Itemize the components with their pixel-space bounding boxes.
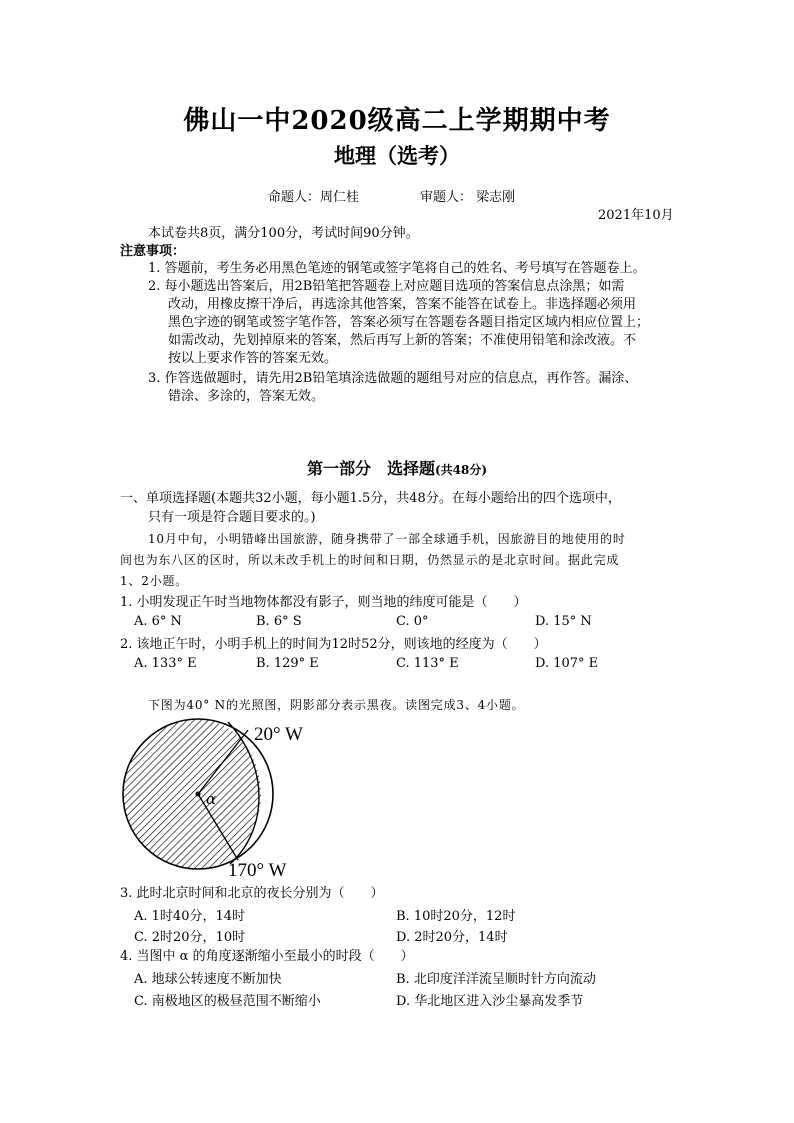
- label-20w: 20° W: [254, 724, 303, 745]
- q1-option-a: A. 6° N: [134, 614, 182, 629]
- passage-1-line: 10月中旬，小明错峰出国旅游，随身携带了一部全球通手机，因旅游目的地使用的时: [148, 532, 626, 546]
- question-4-stem: 4. 当图中 α 的角度逐渐缩小至最小的时段（ ）: [120, 949, 414, 964]
- label-170w: 170° W: [228, 860, 287, 880]
- notes-heading: 注意事项：: [120, 244, 186, 259]
- passage-2: 下图为40° N的光照图，阴影部分表示黑夜。读图完成3、4小题。: [148, 698, 525, 712]
- note-item-1: 1. 答题前，考生务必用黑色笔迹的钢笔或签字笔将自己的姓名、考号填写在答题卷上。: [148, 261, 646, 276]
- passage-1-line: 1、2小题。: [120, 574, 189, 588]
- q2-option-d: D. 107° E: [535, 656, 599, 671]
- exam-title: 佛山一中2020级高二上学期期中考: [183, 106, 611, 136]
- section-instruction-cont: 只有一项是符合题目要求的。): [148, 510, 316, 525]
- author-line: 命题人：周仁桂: [268, 190, 360, 205]
- q4-option-b: B. 北印度洋洋流呈顺时针方向流动: [396, 972, 596, 987]
- section-title-text: 第一部分 选择题: [306, 459, 435, 478]
- question-2-stem: 2. 该地正午时，小明手机上的时间为12时52分，则该地的经度为（ ）: [120, 637, 547, 652]
- passage-1-line: 间也为东八区的区时，所以未改手机上的时间和日期，仍然显示的是北京时间。据此完成: [120, 553, 620, 567]
- q1-option-c: C. 0°: [396, 614, 429, 629]
- q3-option-c: C. 2时20分，10时: [134, 930, 246, 945]
- q3-option-a: A. 1时40分，14时: [134, 909, 246, 924]
- note-item-2-line: 黑色字迹的钢笔或签字笔作答，答案必须写在答题卷各题目指定区域内相应位置上；: [168, 315, 650, 330]
- q3-option-d: D. 2时20分，14时: [396, 930, 508, 945]
- note-item-2-line: 按以上要求作答的答案无效。: [168, 351, 338, 366]
- section-instruction: 一、单项选择题(本题共32小题，每小题1.5分，共48分。在每小题给出的四个选项中，: [120, 491, 621, 506]
- angle-alpha-label: α: [206, 790, 217, 808]
- exam-date: 2021年10月: [598, 208, 674, 223]
- q1-option-d: D. 15° N: [535, 614, 592, 629]
- q3-option-b: B. 10时20分，12时: [396, 909, 516, 924]
- question-3-stem: 3. 此时北京时间和北京的夜长分别为（ ）: [120, 886, 384, 901]
- q2-option-c: C. 113° E: [396, 656, 459, 671]
- section-title: [0, 456, 794, 479]
- q2-option-b: B. 129° E: [256, 656, 319, 671]
- note-item-2-line: 如需改动，先划掉原来的答案，然后再写上新的答案；不准使用铅笔和涂改液。不: [168, 333, 637, 348]
- q4-option-d: D. 华北地区进入沙尘暴高发季节: [396, 994, 584, 1009]
- note-item-2-line: 改动，用橡皮擦干净后，再选涂其他答案，答案不能答在试卷上。非选择题必须用: [168, 297, 637, 312]
- q4-option-a: A. 地球公转速度不断加快: [134, 972, 282, 987]
- reviewer-line: 审题人： 梁志刚: [420, 190, 516, 205]
- q2-option-a: A. 133° E: [134, 656, 197, 671]
- illumination-diagram: [110, 712, 360, 880]
- pole-point: [196, 792, 201, 797]
- exam-info: 本试卷共8页，满分100分，考试时间90分钟。: [148, 226, 419, 241]
- note-item-3-line: 错涂、多涂的，答案无效。: [168, 389, 325, 404]
- q4-option-c: C. 南极地区的极昼范围不断缩小: [134, 994, 321, 1009]
- question-1-stem: 1. 小明发现正午时当地物体都没有影子，则当地的纬度可能是（ ）: [120, 595, 527, 610]
- exam-subtitle: 地理（选考）: [334, 143, 460, 168]
- q1-option-b: B. 6° S: [256, 614, 302, 629]
- section-points: (共48分): [434, 463, 488, 477]
- note-item-3: 3. 作答选做题时，请先用2B铅笔填涂选做题的题组号对应的信息点，再作答。漏涂、: [148, 371, 638, 386]
- note-item-2: 2. 每小题选出答案后，用2B铅笔把答题卷上对应题目选项的答案信息点涂黑；如需: [148, 279, 625, 294]
